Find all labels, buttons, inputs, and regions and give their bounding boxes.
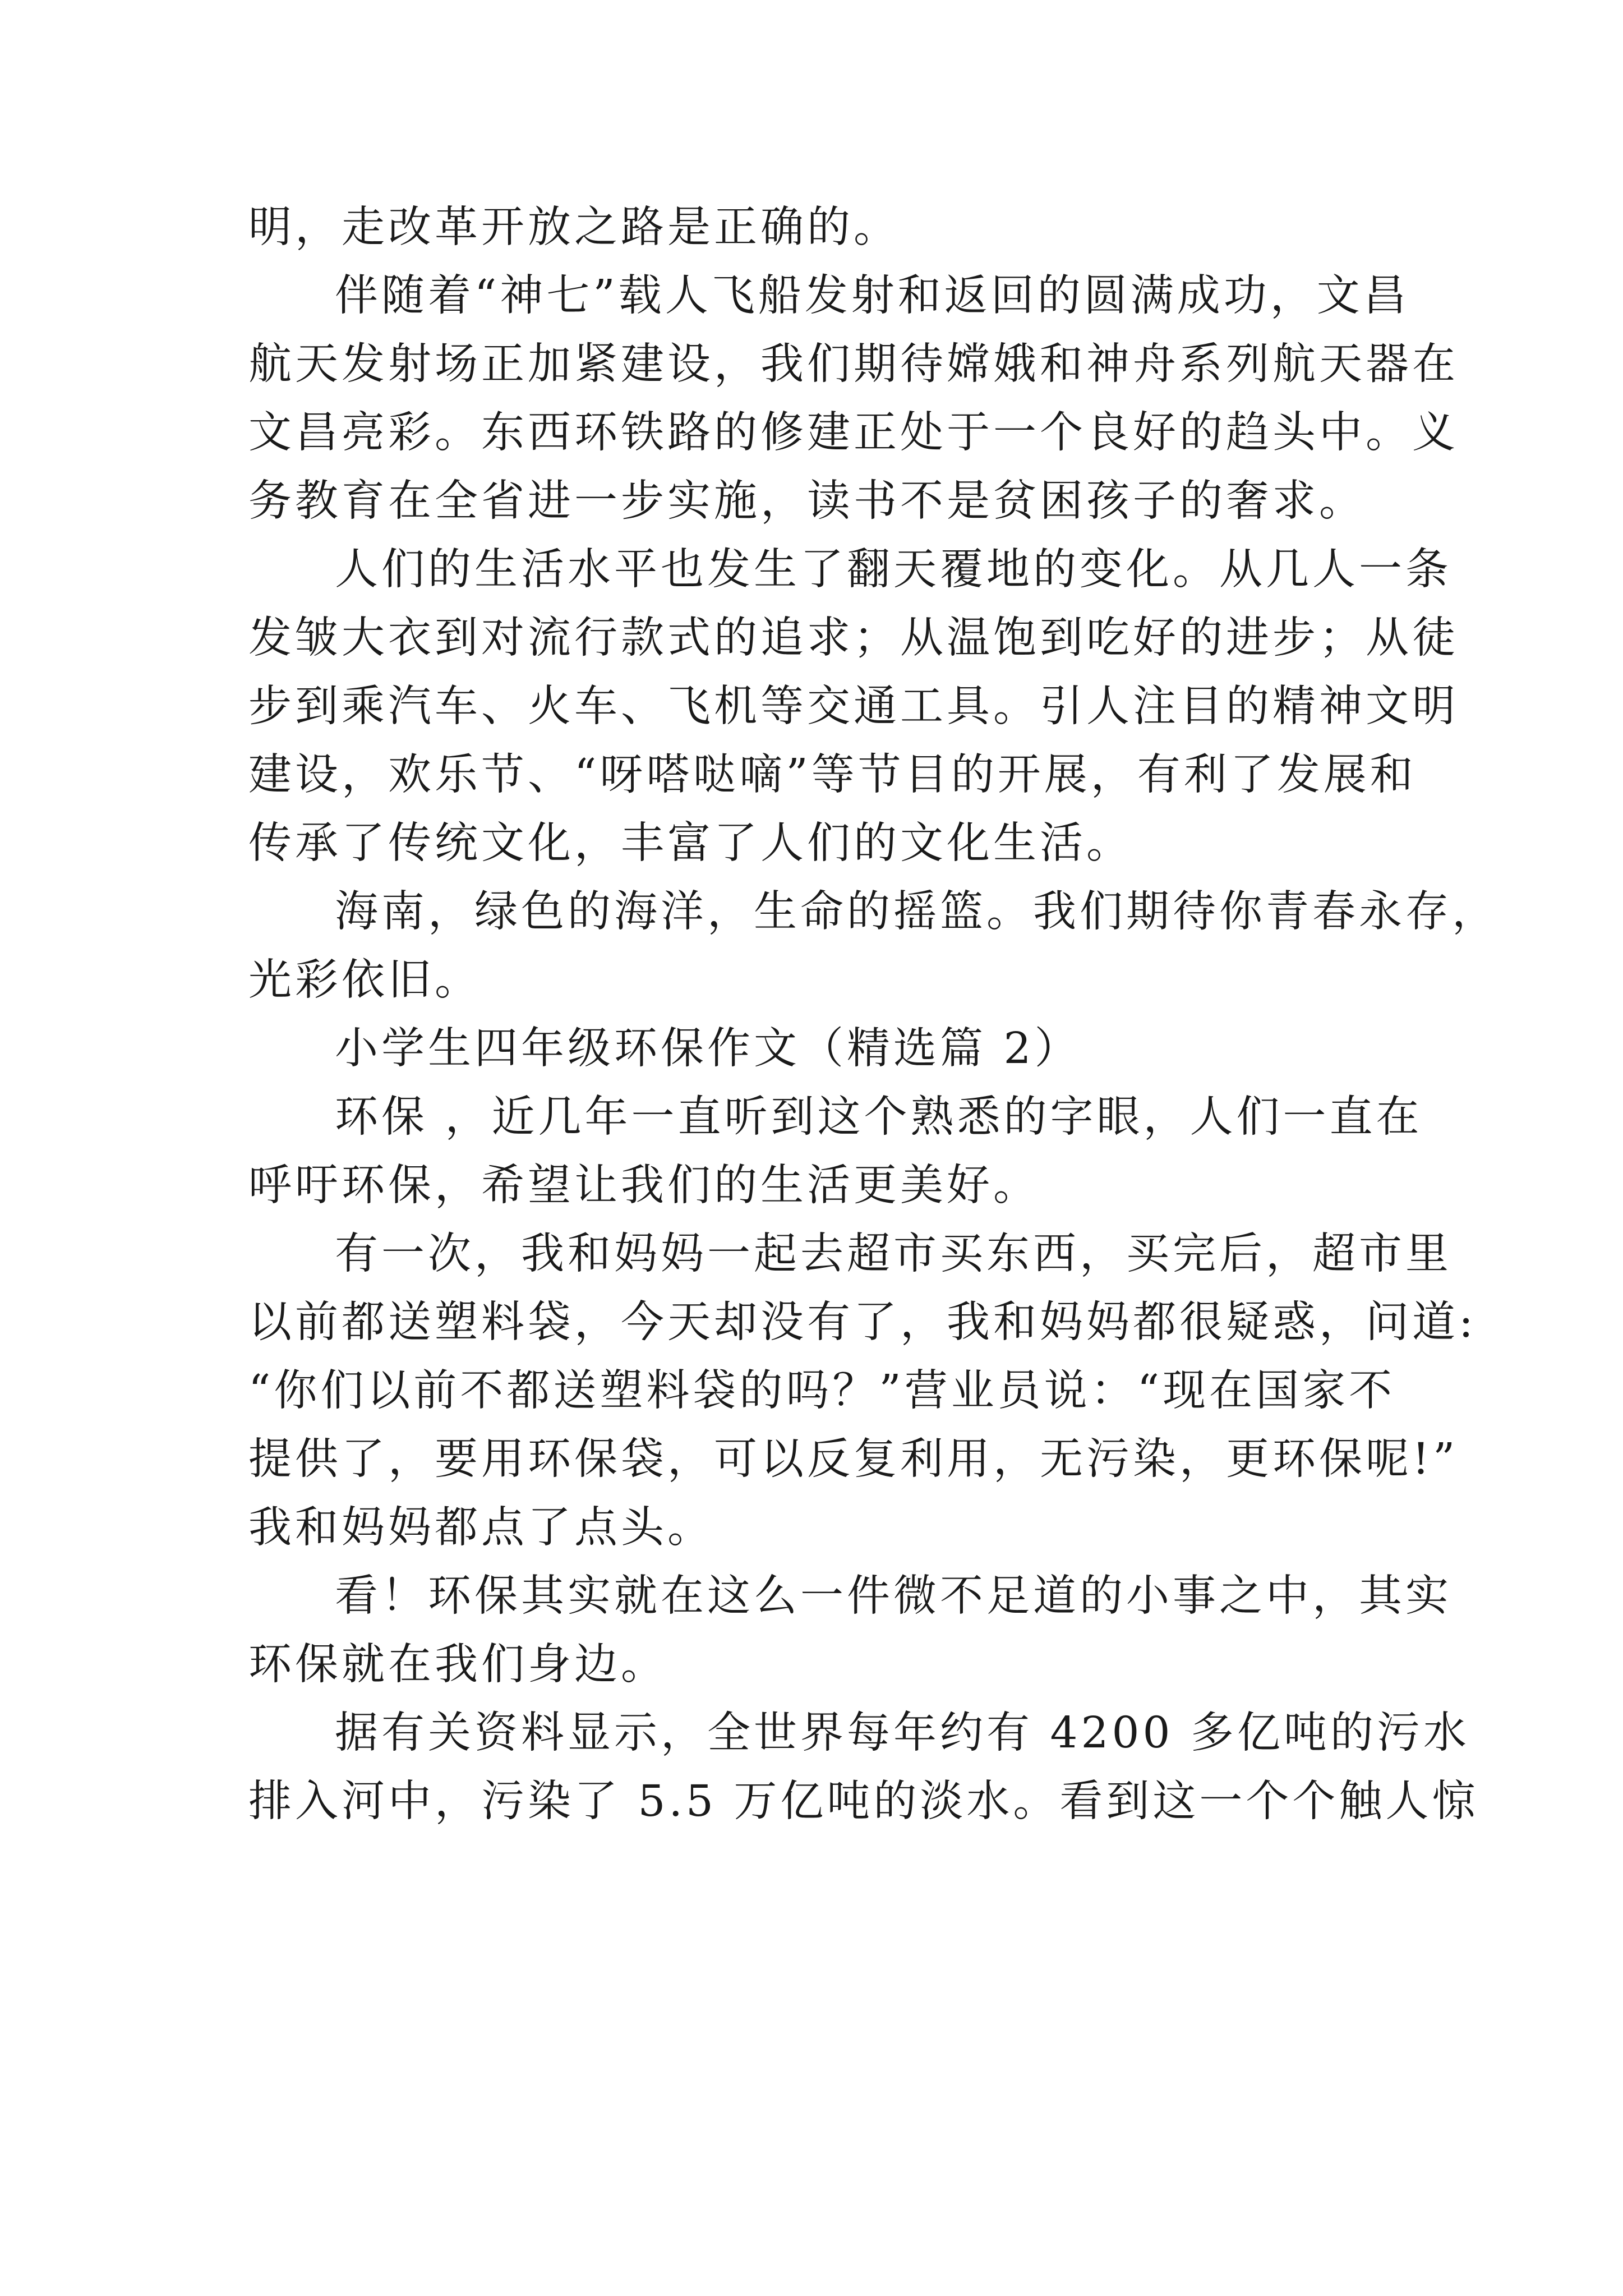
text-line: 务教育在全省进一步实施，读书不是贫困孩子的奢求。 (248, 476, 1366, 526)
text-line: 航天发射场正加紧建设，我们期待嫦娥和神舟系列航天器在 (248, 339, 1459, 389)
text-line: 明，走改革开放之路是正确的。 (248, 203, 900, 252)
text-line: 文昌亮彩。东西环铁路的修建正处于一个良好的趋头中。义 (248, 408, 1459, 458)
paragraph-start-line: 环保 ，近几年一直听到这个熟悉的字眼，人们一直在 (335, 1092, 1423, 1142)
paragraph-start-line: 海南，绿色的海洋，生命的摇篮。我们期待你青春永存， (335, 887, 1498, 937)
text-line: 步到乘汽车、火车、飞机等交通工具。引人注目的精神文明 (248, 682, 1459, 731)
paragraph-start-line: 人们的生活水平也发生了翻天覆地的变化。从几人一条 (335, 545, 1452, 595)
text-line: 以前都送塑料袋，今天却没有了，我和妈妈都很疑惑，问道: (248, 1297, 1477, 1347)
paragraph-start-line: 有一次，我和妈妈一起去超市买东西，买完后，超市里 (335, 1229, 1452, 1279)
text-line: 发皱大衣到对流行款式的追求；从温饱到吃好的进步；从徒 (248, 613, 1459, 663)
text-line: 环保就在我们身边。 (248, 1640, 667, 1690)
paragraph-start-line: 据有关资料显示，全世界每年约有 4200 多亿吨的污水 (335, 1708, 1470, 1758)
document-body (248, 194, 1498, 1836)
text-line: 提供了，要用环保袋，可以反复利用，无污染，更环保呢!” (248, 1434, 1459, 1484)
text-line: 传承了传统文化，丰富了人们的文化生活。 (248, 818, 1133, 868)
text-line: 建设，欢乐节、“呀嗒哒嘀”等节目的开展，有利了发展和 (248, 750, 1417, 800)
section-heading: 小学生四年级环保作文（精选篇 2） (335, 1024, 1081, 1074)
text-line: 呼吁环保，希望让我们的生活更美好。 (248, 1161, 1040, 1211)
text-line: 我和妈妈都点了点头。 (248, 1503, 714, 1553)
text-line: 排入河中，污染了 5.5 万亿吨的淡水。看到这一个个触人惊 (248, 1777, 1479, 1826)
text-line: 光彩依旧。 (248, 955, 481, 1005)
paragraph-start-line: 看！环保其实就在这么一件微不足道的小事之中，其实 (335, 1571, 1452, 1621)
text-line: “你们以前不都送塑料袋的吗？”营业员说：“现在国家不 (248, 1366, 1396, 1416)
paragraph-start-line: 伴随着“神七”载人飞船发射和返回的圆满成功，文昌 (335, 271, 1410, 321)
